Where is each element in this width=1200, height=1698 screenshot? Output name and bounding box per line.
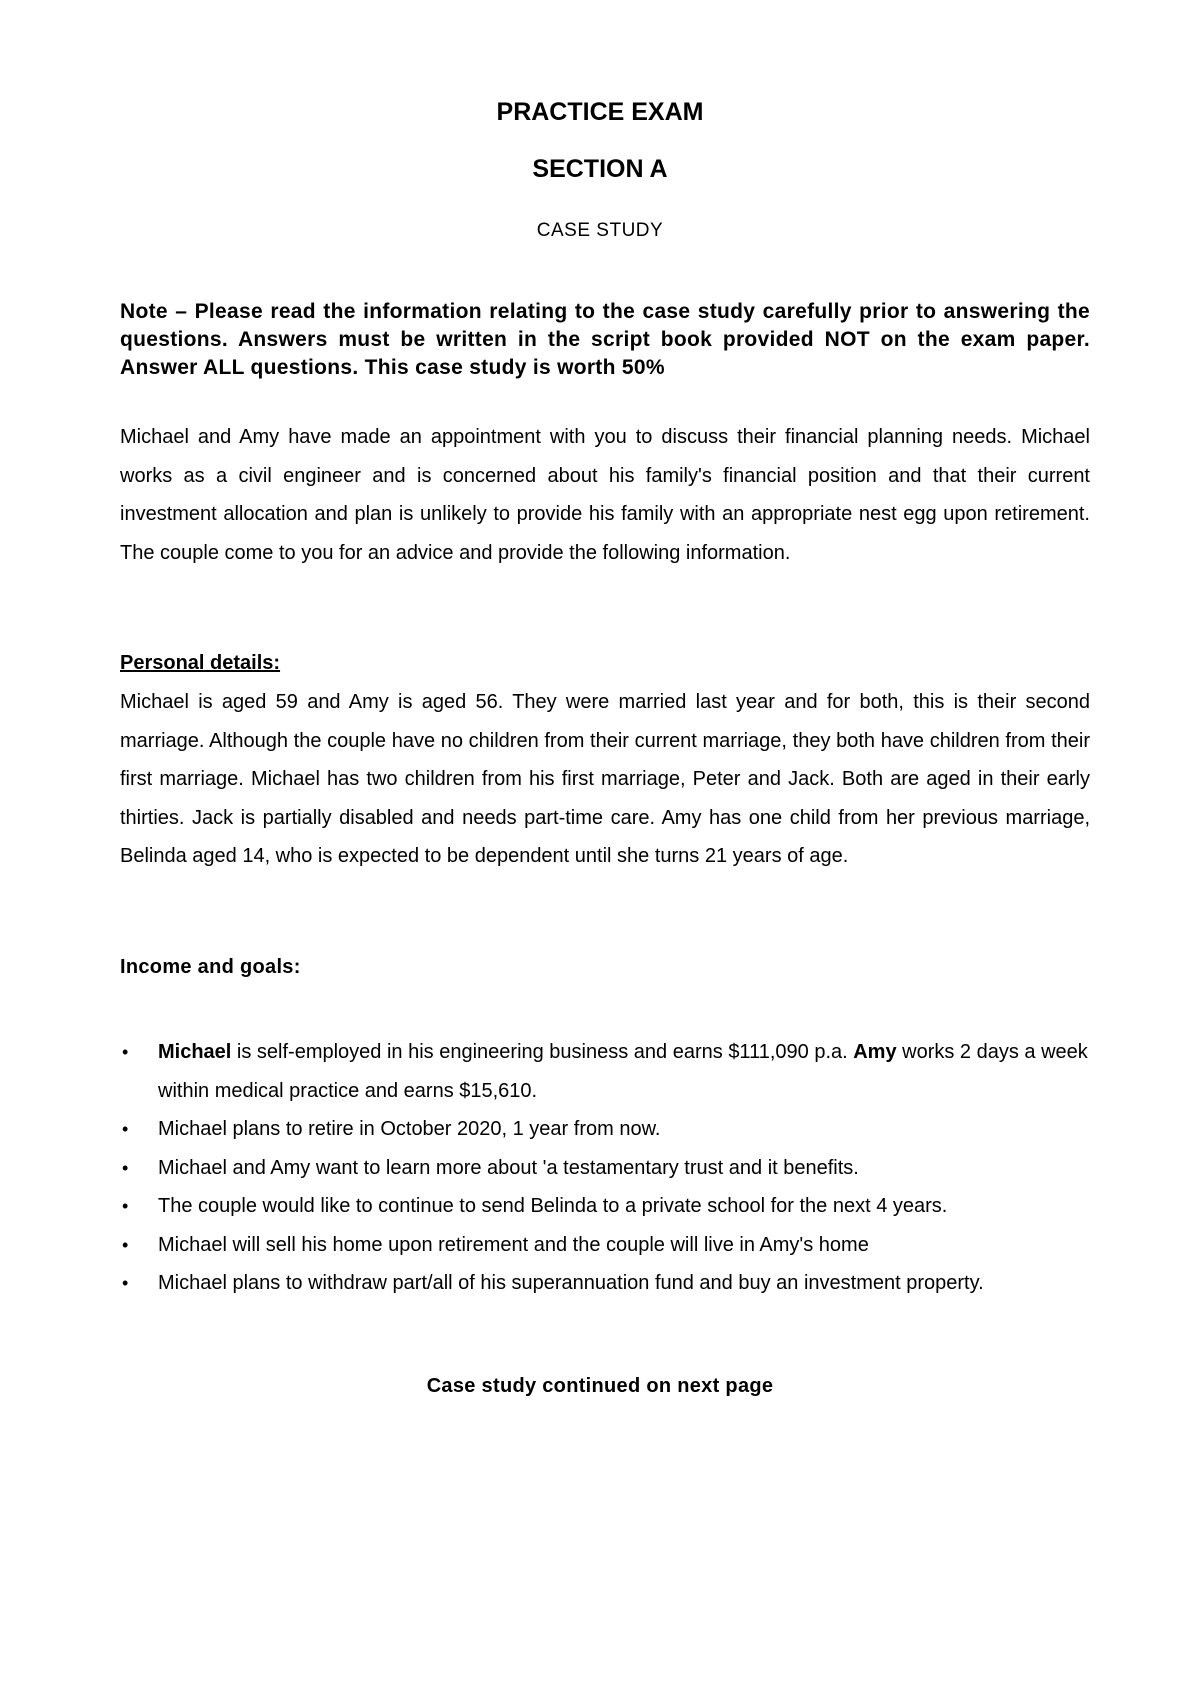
personal-details-paragraph: Michael is aged 59 and Amy is aged 56. They were married last year and for both, this is their second marriage. Although the couple have no children from their current marriage, they both have children from their first marriage. Michael has two children from his first marriage, Peter and Jack. Both are aged in their early thirties. Jack is partially disabled and needs part-time care. Amy has one child from her previous marriage, Belinda aged 14, who is expected to be dependent until she turns 21 years of age. [120,691,1090,867]
personal-details-heading: Personal details: [120,652,281,674]
person-name: Michael [158,1041,232,1063]
list-item-text: is self-employed in his engineering business and earns $111,090 p.a. [231,1041,854,1063]
list-item [120,1226,1090,1265]
case-study-subtitle: CASE STUDY [536,220,664,241]
bullet-icon: • [122,1157,129,1178]
list-item-text: Michael will sell his home upon retirement and the couple will live in Amy's home [158,1233,869,1256]
list-item [120,1149,1090,1188]
intro-paragraph: Michael and Amy have made an appointment with you to discuss their financial planning needs. Michael works as a civil engineer and is concerned about his family's financial position and that their current investment allocation and plan is unlikely to provide his family with an appropriate nest egg upon retirement. The couple come to you for an advice and provide the following information. [120,426,1090,564]
bullet-icon: • [122,1119,129,1139]
income-goals-heading: Income and goals: [120,956,301,978]
section-title: SECTION A [532,155,668,183]
bullet-icon: • [122,1234,129,1255]
list-item-text: works 2 days a week within medical practice and earns $15,610. [158,1041,1088,1102]
list-item [120,1264,1090,1303]
list-item-text: Michael plans to retire in October 2020, 1 year from now. [158,1118,661,1140]
list-item [120,1187,1090,1226]
continued-notice: Case study continued on next page [426,1375,774,1397]
exam-note: Note – Please read the information relating to the case study carefully prior to answering the questions. Answers must be written in the script book provided NOT on the exam paper. Answer ALL questions. This case study is worth 50% [120,300,1090,379]
list-item-text: The couple would like to continue to send Belinda to a private school for the next 4 years. [158,1195,948,1217]
list-item [120,1110,1090,1149]
income-goals-list [120,1033,1090,1303]
list-item [120,1033,1090,1110]
bullet-icon: • [122,1273,129,1293]
list-item-text: Michael and Amy want to learn more about 'a testamentary trust and it benefits. [158,1156,859,1179]
person-name: Amy [853,1041,897,1063]
bullet-icon: • [122,1196,129,1216]
page-title: PRACTICE EXAM [496,98,704,126]
list-item-text: Michael plans to withdraw part/all of his superannuation fund and buy an investment property. [158,1272,984,1294]
bullet-icon: • [122,1042,129,1062]
